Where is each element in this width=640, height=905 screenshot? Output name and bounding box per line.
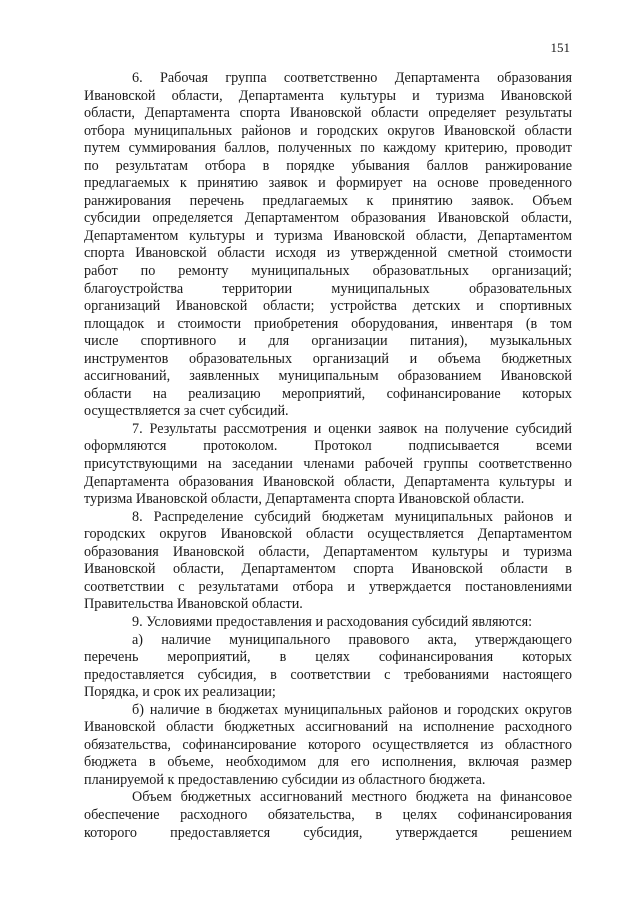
document-body: [84, 70, 572, 842]
text-line: по результатам отбора в порядке убывания баллов ранжирование: [84, 157, 572, 174]
text-line: б) наличие в бюджетах муниципальных районов и городских округов: [132, 701, 572, 718]
text-line: бюджета в объеме, необходимом для его исполнения, включая размер: [84, 754, 572, 771]
text-line: спорта Ивановской области исходя из утвержденной сметной стоимости: [84, 245, 572, 262]
text-line: планируемой к предоставлению субсидии из областного бюджета.: [84, 771, 486, 788]
text-line: благоустройства территории муниципальных образовательных: [84, 280, 572, 297]
text-line: площадок и стоимости приобретения оборудования, инвентаря (в том: [84, 315, 572, 332]
text-line: туризма Ивановской области, Департамента спорта Ивановской области.: [84, 491, 525, 508]
text-line: Порядка, и срок их реализации;: [84, 684, 276, 701]
text-line: обеспечение расходного обязательства, в целях софинансирования: [84, 806, 572, 823]
text-line: обязательства, софинансирование которого осуществляется из областного: [84, 736, 572, 753]
text-line: присутствующими на заседании членами рабочей группы соответственно: [84, 456, 572, 473]
text-line: числе спортивного и для организации питания), музыкальных: [84, 333, 572, 350]
text-line: субсидии определяется Департаментом образования Ивановской области,: [84, 210, 572, 227]
text-line: 9. Условиями предоставления и расходования субсидий являются:: [132, 613, 533, 630]
text-line: инструментов образовательных организаций и объема бюджетных: [84, 350, 572, 367]
text-line: области на реализацию мероприятий, софинансирование которых: [84, 385, 572, 402]
text-line: предоставляется субсидия, в соответствии с требованиями настоящего: [84, 666, 572, 683]
text-line: Правительства Ивановской области.: [84, 596, 303, 613]
text-line: образования Ивановской области, Департаментом культуры и туризма: [84, 543, 572, 560]
text-line: Объем бюджетных ассигнований местного бюджета на финансовое: [132, 789, 572, 806]
text-line: 6. Рабочая группа соответственно Департамента образования: [132, 70, 572, 86]
text-line: перечень мероприятий, в целях софинансирования которых: [84, 649, 572, 666]
text-line: а) наличие муниципального правового акта, утверждающего: [132, 631, 572, 648]
text-line: оформляются протоколом. Протокол подписывается всеми: [84, 438, 572, 455]
text-line: Департамента образования Ивановской области, Департамента культуры и: [84, 473, 572, 490]
text-line: Департаментом культуры и туризма Ивановской области, Департаментом: [84, 227, 572, 244]
text-line: 8. Распределение субсидий бюджетам муниципальных районов и: [132, 508, 572, 525]
text-line: которого предоставляется субсидия, утверждается решением: [84, 824, 572, 841]
page-number: 151: [550, 40, 570, 55]
text-line: городских округов Ивановской области осуществляется Департаментом: [84, 526, 572, 543]
text-line: Ивановской области, Департамента культуры и туризма Ивановской: [84, 87, 572, 104]
text-line: отбора муниципальных районов и городских округов Ивановской области: [84, 122, 572, 139]
text-line: предлагаемых к принятию заявок и формирует на основе проведенного: [84, 175, 572, 192]
text-line: организаций Ивановской области; устройства детских и спортивных: [84, 298, 572, 315]
text-line: работ по ремонту муниципальных образоватльных организаций;: [84, 263, 572, 280]
text-line: соответствии с результатами отбора и утверждается постановлениями: [84, 578, 572, 595]
text-line: ранжирования перечень предлагаемых к принятию заявок. Объем: [84, 192, 572, 209]
text-line: Ивановской области бюджетных ассигнований на исполнение расходного: [84, 719, 572, 736]
text-line: осуществляется за счет субсидий.: [84, 403, 289, 420]
text-line: Ивановской области, Департаментом спорта Ивановской области в: [84, 561, 572, 578]
text-line: ассигнований, заявленных муниципальным образованием Ивановской: [84, 368, 572, 385]
text-line: путем суммирования баллов, полученных по каждому критерию, проводит: [84, 140, 572, 157]
text-line: области, Департамента спорта Ивановской области определяет результаты: [84, 105, 572, 122]
text-line: 7. Результаты рассмотрения и оценки заявок на получение субсидий: [132, 420, 572, 437]
